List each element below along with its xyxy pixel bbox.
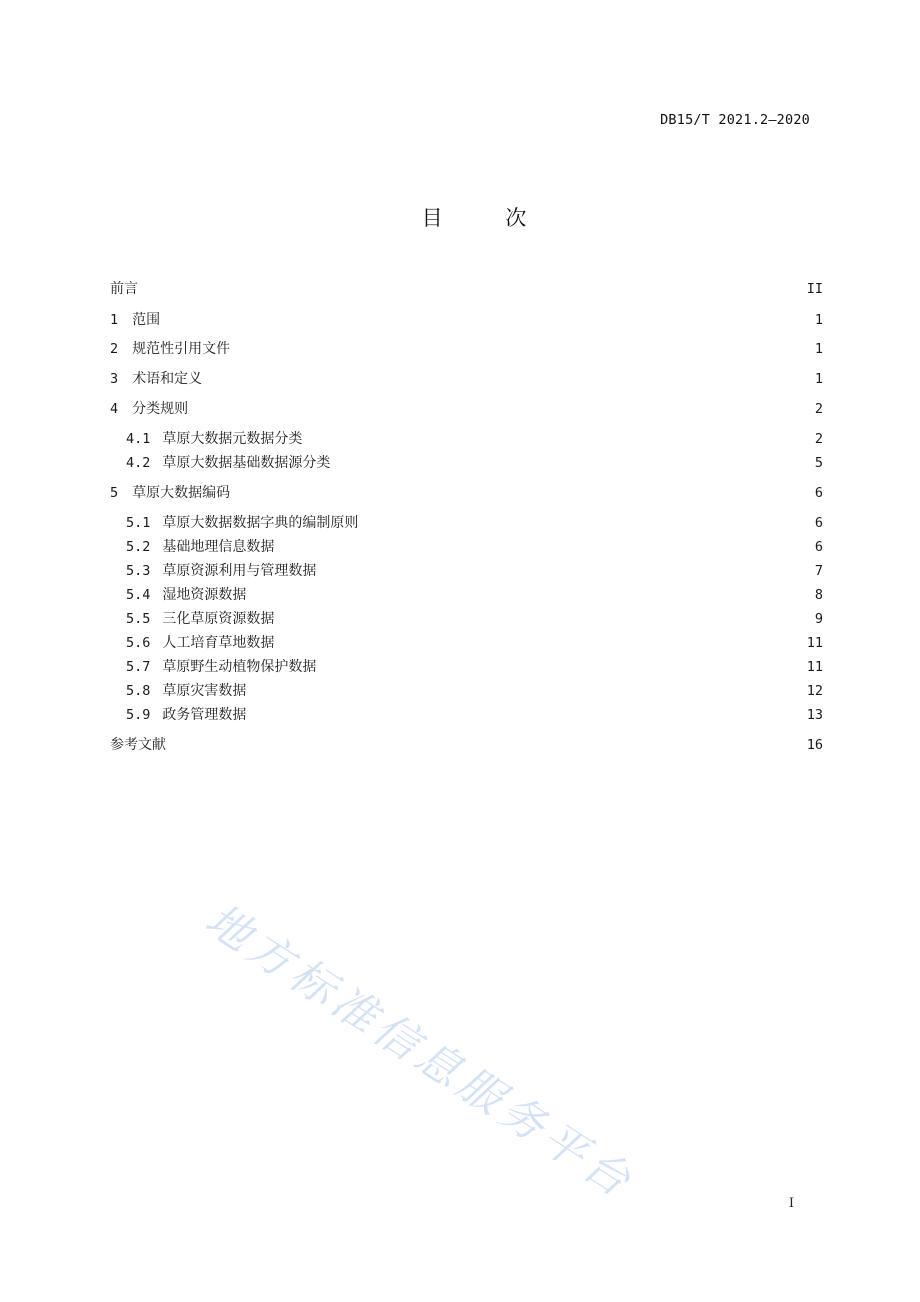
document-id: DB15/T 2021.2—2020 xyxy=(660,112,810,128)
toc-entry-page: 1 xyxy=(814,371,823,387)
toc-entry-number: 5.3 xyxy=(126,563,151,579)
dot-leader xyxy=(278,536,808,558)
toc-entry-label: 三化草原资源数据 xyxy=(162,611,275,627)
toc-entry-page: 6 xyxy=(814,539,823,555)
toc-entry-5-9[interactable] xyxy=(126,704,823,726)
dot-leader xyxy=(320,560,808,582)
toc-entry-5-3[interactable] xyxy=(126,560,823,582)
toc-entry-number: 4.2 xyxy=(126,455,151,471)
toc-entry-label: 前言 xyxy=(110,281,138,297)
toc-entry-page: 12 xyxy=(806,683,823,699)
toc-entry-label: 参考文献 xyxy=(110,737,166,753)
dot-leader xyxy=(362,512,808,534)
toc-entry-page: 1 xyxy=(814,341,823,357)
dot-leader xyxy=(234,482,809,504)
toc-entry-number: 3 xyxy=(110,371,119,387)
toc-entry-4[interactable] xyxy=(110,398,823,420)
toc-entry-page: 16 xyxy=(806,737,823,753)
toc-entry-number: 5.1 xyxy=(126,515,151,531)
toc-entry-page: II xyxy=(806,281,823,297)
toc-entry-number: 5 xyxy=(110,485,119,501)
toc-entry-label: 基础地理信息数据 xyxy=(162,539,275,555)
toc-entry-page: 1 xyxy=(814,312,823,328)
toc-entry-label: 草原大数据基础数据源分类 xyxy=(162,455,331,471)
dot-leader xyxy=(320,656,800,678)
toc-entry-page: 6 xyxy=(814,515,823,531)
toc-entry-number: 5.8 xyxy=(126,683,151,699)
toc-entry-page: 13 xyxy=(806,707,823,723)
toc-entry-number: 5.7 xyxy=(126,659,151,675)
toc-entry-label: 草原大数据数据字典的编制原则 xyxy=(162,515,359,531)
toc-entry-5-7[interactable] xyxy=(126,656,823,678)
toc-entry-label: 规范性引用文件 xyxy=(132,341,231,357)
toc-entry-number: 5.4 xyxy=(126,587,151,603)
dot-leader xyxy=(306,428,808,450)
dot-leader xyxy=(278,632,800,654)
toc-entry-label: 范围 xyxy=(132,312,161,328)
watermark: 地方标准信息服务平台 xyxy=(196,894,644,1210)
toc-entry-number: 5.6 xyxy=(126,635,151,651)
toc-entry-page: 2 xyxy=(814,431,823,447)
toc-entry-label: 政务管理数据 xyxy=(162,707,247,723)
toc-entry-3[interactable] xyxy=(110,368,823,390)
toc-entry-label: 草原灾害数据 xyxy=(162,683,247,699)
toc-entry-page: 7 xyxy=(814,563,823,579)
toc-entry-5-5[interactable] xyxy=(126,608,823,630)
toc-entry-page: 6 xyxy=(814,485,823,501)
toc-entry-label: 草原大数据编码 xyxy=(132,485,231,501)
toc-entry-foreword[interactable] xyxy=(110,278,823,300)
dot-leader xyxy=(250,680,800,702)
toc-entry-number: 4.1 xyxy=(126,431,151,447)
page-number: I xyxy=(788,1196,794,1211)
toc-entry-4-2[interactable] xyxy=(126,452,823,474)
toc-entry-label: 草原资源利用与管理数据 xyxy=(162,563,317,579)
toc-entry-4-1[interactable] xyxy=(126,428,823,450)
toc-entry-page: 5 xyxy=(814,455,823,471)
toc-entry-number: 2 xyxy=(110,341,119,357)
toc-entry-label: 人工培育草地数据 xyxy=(162,635,275,651)
dot-leader xyxy=(142,278,801,300)
toc-entry-5-1[interactable] xyxy=(126,512,823,534)
dot-leader xyxy=(234,338,809,360)
toc-entry-5[interactable] xyxy=(110,482,823,504)
toc-entry-page: 2 xyxy=(814,401,823,417)
toc-entry-label: 草原野生动植物保护数据 xyxy=(162,659,317,675)
toc-entry-number: 5.2 xyxy=(126,539,151,555)
toc-entry-number: 1 xyxy=(110,312,119,328)
toc-entry-bibliography[interactable] xyxy=(110,734,823,756)
toc-entry-5-8[interactable] xyxy=(126,680,823,702)
dot-leader xyxy=(170,734,801,756)
dot-leader xyxy=(192,398,809,420)
dot-leader xyxy=(278,608,808,630)
toc-entry-1[interactable] xyxy=(110,309,823,331)
toc-entry-2[interactable] xyxy=(110,338,823,360)
toc-entry-page: 8 xyxy=(814,587,823,603)
toc-entry-5-2[interactable] xyxy=(126,536,823,558)
toc-entry-label: 湿地资源数据 xyxy=(162,587,247,603)
toc-entry-5-4[interactable] xyxy=(126,584,823,606)
dot-leader xyxy=(250,704,800,726)
toc-entry-label: 草原大数据元数据分类 xyxy=(162,431,303,447)
toc-entry-number: 4 xyxy=(110,401,119,417)
toc-entry-page: 9 xyxy=(814,611,823,627)
toc-entry-5-6[interactable] xyxy=(126,632,823,654)
toc-entry-page: 11 xyxy=(806,659,823,675)
toc-entry-label: 分类规则 xyxy=(132,401,189,417)
dot-leader xyxy=(206,368,809,390)
toc-entry-page: 11 xyxy=(806,635,823,651)
dot-leader xyxy=(250,584,808,606)
toc-entry-label: 术语和定义 xyxy=(132,371,203,387)
dot-leader xyxy=(334,452,808,474)
dot-leader xyxy=(164,309,809,331)
toc-entry-number: 5.5 xyxy=(126,611,151,627)
toc-title: 目 次 xyxy=(421,206,555,230)
toc-entry-number: 5.9 xyxy=(126,707,151,723)
